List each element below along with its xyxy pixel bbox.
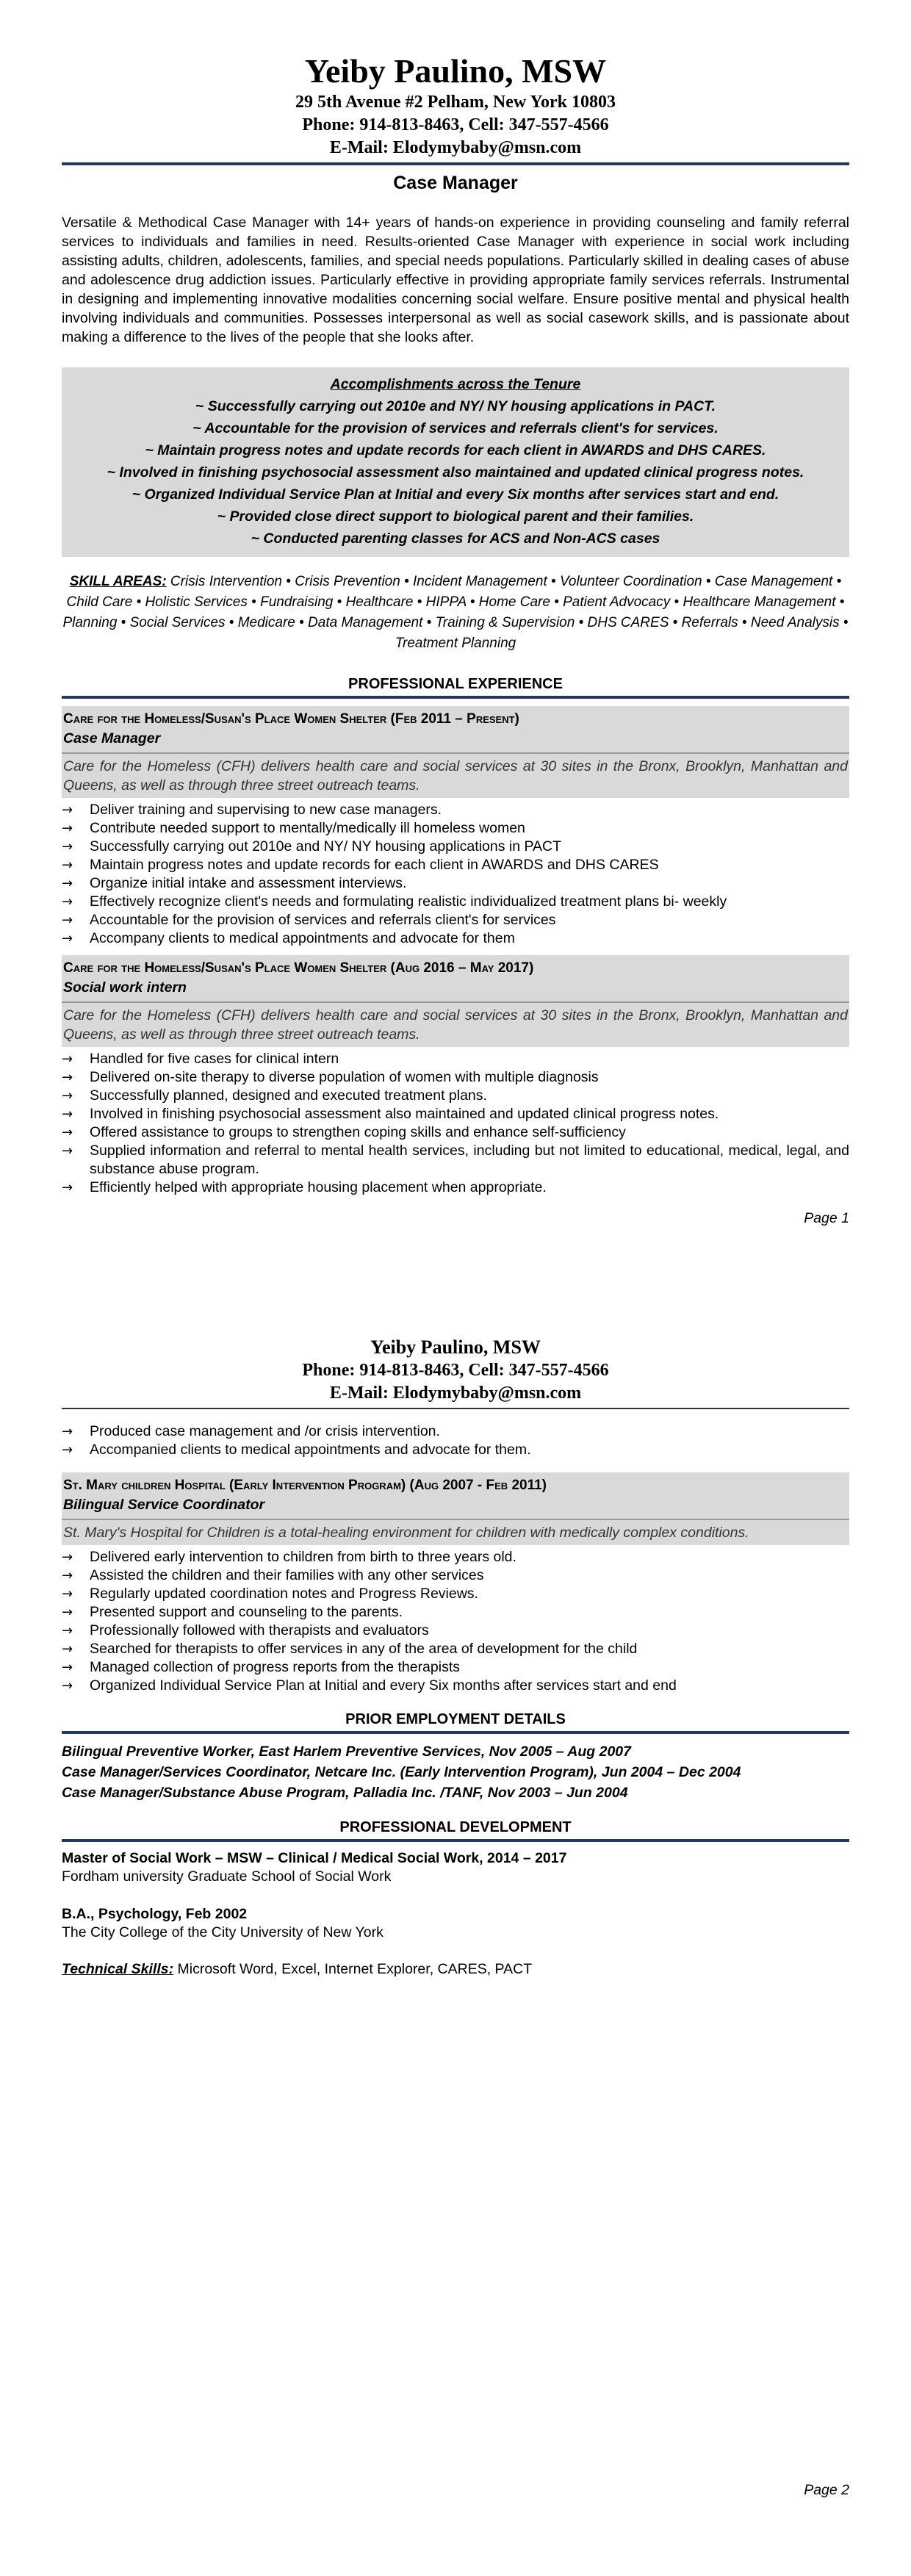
arrow-icon: →: [62, 1051, 73, 1067]
phone: Phone: 914-813-8463, Cell: 347-557-4566: [302, 1361, 609, 1380]
list-item: Bilingual Preventive Worker, East Harlem Preventive Services, Nov 2005 – Aug 2007: [62, 1744, 631, 1760]
arrow-icon: →: [62, 876, 73, 891]
arrow-icon: →: [62, 1125, 73, 1140]
page-number: Page 1: [804, 1210, 849, 1226]
job-role: Bilingual Service Coordinator: [63, 1497, 265, 1513]
list-item: → Produced case management and /or crisis intervention.: [62, 1423, 440, 1439]
job-header: [62, 955, 849, 1001]
job-entry: [62, 706, 849, 948]
prior-employment-list: [62, 1741, 849, 1803]
accomplishments-heading: Accomplishments across the Tenure: [330, 376, 581, 392]
list-item: → Involved in finishing psychosocial assessment also maintained and updated clinical progress notes.: [62, 1106, 719, 1122]
list-item: → Professionally followed with therapists and evaluators: [62, 1622, 429, 1638]
list-item: → Deliver training and supervising to new case managers.: [62, 802, 442, 818]
arrow-icon: →: [62, 894, 73, 910]
accomplishment-item: ~ Provided close direct support to biological parent and their families.: [217, 508, 694, 525]
skill-areas-label: SKILL AREAS:: [69, 574, 167, 589]
list-item: → Handled for five cases for clinical intern: [62, 1051, 339, 1067]
list-item: → Managed collection of progress reports from the therapists: [62, 1659, 461, 1675]
arrow-icon: →: [62, 1424, 73, 1439]
prior-employment-heading: PRIOR EMPLOYMENT DETAILS: [345, 1711, 566, 1727]
accomplishment-item: ~ Successfully carrying out 2010e and NY/ NY housing applications in PACT.: [195, 398, 716, 414]
job-role: Case Manager: [63, 730, 161, 746]
education-entry: [62, 1849, 849, 1886]
arrow-icon: →: [62, 1442, 73, 1458]
arrow-icon: →: [62, 1088, 73, 1104]
list-item: → Assisted the children and their families with any other services: [62, 1567, 484, 1583]
arrow-icon: →: [62, 1660, 73, 1675]
list-item: → Delivered on-site therapy to diverse population of women with multiple diagnosis: [62, 1069, 599, 1085]
list-item: → Accountable for the provision of services and referrals client's for services: [62, 912, 556, 928]
degree: B.A., Psychology, Feb 2002: [62, 1906, 248, 1922]
accomplishment-item: ~ Accountable for the provision of services and referrals client's for services.: [192, 420, 719, 436]
job-role: Social work intern: [63, 979, 187, 996]
arrow-icon: →: [62, 1143, 73, 1159]
arrow-icon: →: [62, 1641, 73, 1657]
resume-page-2: [62, 1336, 849, 1978]
email: E-Mail: Elodymybaby@msn.com: [329, 1384, 582, 1403]
accomplishment-item: ~ Conducted parenting classes for ACS and Non-ACS cases: [251, 530, 660, 547]
job-bullets: [62, 1548, 849, 1695]
accomplishment-item: ~ Maintain progress notes and update records for each client in AWARDS and DHS CARES.: [145, 442, 766, 458]
school: Fordham university Graduate School of Social Work: [62, 1868, 392, 1885]
list-item: → Successfully carrying out 2010e and NY/ NY housing applications in PACT: [62, 838, 562, 855]
technical-skills-list: Microsoft Word, Excel, Internet Explorer, CARES, PACT: [173, 1961, 533, 1977]
header-divider: [62, 1408, 849, 1409]
candidate-name: Yeiby Paulino, MSW: [304, 52, 607, 90]
arrow-icon: →: [62, 1605, 73, 1620]
job-header: [62, 706, 849, 752]
list-item: → Contribute needed support to mentally/medically ill homeless women: [62, 820, 525, 836]
resume-page-1: [62, 51, 849, 1227]
list-item: → Supplied information and referral to mental health services, including but not limited to educational, medical, legal, and substance abuse program.: [62, 1143, 849, 1177]
arrow-icon: →: [62, 1107, 73, 1122]
list-item: → Delivered early intervention to children from birth to three years old.: [62, 1549, 516, 1565]
accomplishment-item: ~ Involved in finishing psychosocial assessment also maintained and updated clinical progress notes.: [107, 464, 804, 481]
arrow-icon: →: [62, 931, 73, 946]
list-item: → Organized Individual Service Plan at Initial and every Six months after services start and end: [62, 1677, 677, 1694]
address: 29 5th Avenue #2 Pelham, New York 10803: [295, 93, 616, 112]
list-item: → Maintain progress notes and update records for each client in AWARDS and DHS CARES: [62, 857, 659, 873]
arrow-icon: →: [62, 1586, 73, 1602]
job-employer: Care for the Homeless/Susan's Place Women Shelter (Aug 2016 – May 2017): [63, 960, 534, 976]
phone: Phone: 914-813-8463, Cell: 347-557-4566: [302, 115, 609, 134]
arrow-icon: →: [62, 821, 73, 836]
experience-heading: PROFESSIONAL EXPERIENCE: [348, 676, 563, 692]
header-divider: [62, 162, 849, 165]
job-employer: Care for the Homeless/Susan's Place Women Shelter (Feb 2011 – Present): [63, 711, 519, 727]
arrow-icon: →: [62, 802, 73, 818]
job-bullets: [62, 801, 849, 948]
profile-summary: Versatile & Methodical Case Manager with 14+ years of hands-on experience in providing counseling and family referral services to individuals and families in need. Results-oriented Case Manager with experience in social work including assisting adults, children, adolescents, families, and special needs populations. Particularly skilled in dealing cases of abuse and adolescence drug addiction issues. Particularly effective in providing appropriate family services referrals. Instrumental in designing and implementing innovative modalities concerning social welfare. Ensure positive mental and physical health involving individuals and communities. Possesses interpersonal as well as social casework skills, and is passionate about making a difference to the lives of the people that she looks after.: [62, 215, 849, 345]
list-item: → Accompany clients to medical appointments and advocate for them: [62, 930, 515, 946]
development-heading: PROFESSIONAL DEVELOPMENT: [339, 1819, 572, 1835]
list-item: → Regularly updated coordination notes and Progress Reviews.: [62, 1586, 478, 1602]
job-description: Care for the Homeless (CFH) delivers health care and social services at 30 sites in the Bronx, Brooklyn, Manhattan and Queens, as well as through three street outreach teams.: [62, 752, 849, 798]
arrow-icon: →: [62, 1070, 73, 1085]
accomplishments-box: [62, 367, 849, 557]
accomplishment-item: ~ Organized Individual Service Plan at Initial and every Six months after services start and end.: [132, 486, 779, 503]
technical-skills: [62, 1961, 849, 1978]
arrow-icon: →: [62, 857, 73, 873]
job-description: Care for the Homeless (CFH) delivers health care and social services at 30 sites in the Bronx, Brooklyn, Manhattan and Queens, as well as through three street outreach teams.: [62, 1001, 849, 1047]
arrow-icon: →: [62, 1550, 73, 1565]
candidate-name: Yeiby Paulino, MSW: [370, 1336, 541, 1358]
list-item: → Offered assistance to groups to strengthen coping skills and enhance self-sufficiency: [62, 1124, 626, 1140]
arrow-icon: →: [62, 913, 73, 928]
technical-skills-label: Technical Skills:: [62, 1961, 174, 1977]
job-entry: [62, 955, 849, 1197]
list-item: Case Manager/Substance Abuse Program, Palladia Inc. /TANF, Nov 2003 – Jun 2004: [62, 1785, 628, 1801]
job-bullets: [62, 1050, 849, 1197]
arrow-icon: →: [62, 1678, 73, 1694]
arrow-icon: →: [62, 1568, 73, 1583]
list-item: → Accompanied clients to medical appointments and advocate for them.: [62, 1442, 531, 1458]
page-number: Page 2: [804, 2482, 849, 2498]
school: The City College of the City University of New York: [62, 1924, 384, 1940]
job-employer: St. Mary children Hospital (Early Intervention Program) (Aug 2007 - Feb 2011): [63, 1478, 547, 1493]
arrow-icon: →: [62, 1623, 73, 1638]
job-title: Case Manager: [393, 173, 518, 193]
continued-bullets: [62, 1422, 849, 1459]
section-divider: [62, 696, 849, 699]
email: E-Mail: Elodymybaby@msn.com: [329, 138, 582, 157]
list-item: → Searched for therapists to offer services in any of the area of development for the child: [62, 1641, 638, 1657]
list-item: → Organize initial intake and assessment interviews.: [62, 875, 407, 891]
section-divider: [62, 1731, 849, 1734]
list-item: → Successfully planned, designed and executed treatment plans.: [62, 1087, 487, 1104]
skill-areas-list: Crisis Intervention • Crisis Prevention • Incident Management • Volunteer Coordination • Case Management • Child Care • Holistic Services • Fundraising • Healthcare • HIPPA • Home Care • Patient Advocacy • Healthcare Management • Planning • Social Services • Medicare • Data Management • Training & Supervision • DHS CARES • Referrals • Need Analysis • Treatment Planning: [62, 574, 849, 651]
job-entry: [62, 1472, 849, 1695]
degree: Master of Social Work – MSW – Clinical / Medical Social Work, 2014 – 2017: [62, 1850, 567, 1866]
job-description: St. Mary's Hospital for Children is a total-healing environment for children with medically complex conditions.: [62, 1519, 849, 1545]
section-divider: [62, 1839, 849, 1842]
list-item: → Presented support and counseling to the parents.: [62, 1604, 403, 1620]
education-entry: [62, 1905, 849, 1942]
list-item: → Efficiently helped with appropriate housing placement when appropriate.: [62, 1179, 547, 1195]
arrow-icon: →: [62, 839, 73, 855]
job-header: [62, 1472, 849, 1519]
arrow-icon: →: [62, 1180, 73, 1195]
list-item: Case Manager/Services Coordinator, Netcare Inc. (Early Intervention Program), Jun 2004 – Dec 2004: [62, 1764, 741, 1780]
skill-areas: [62, 572, 849, 654]
list-item: → Effectively recognize client's needs and formulating realistic individualized treatment plans bi- weekly: [62, 893, 727, 910]
